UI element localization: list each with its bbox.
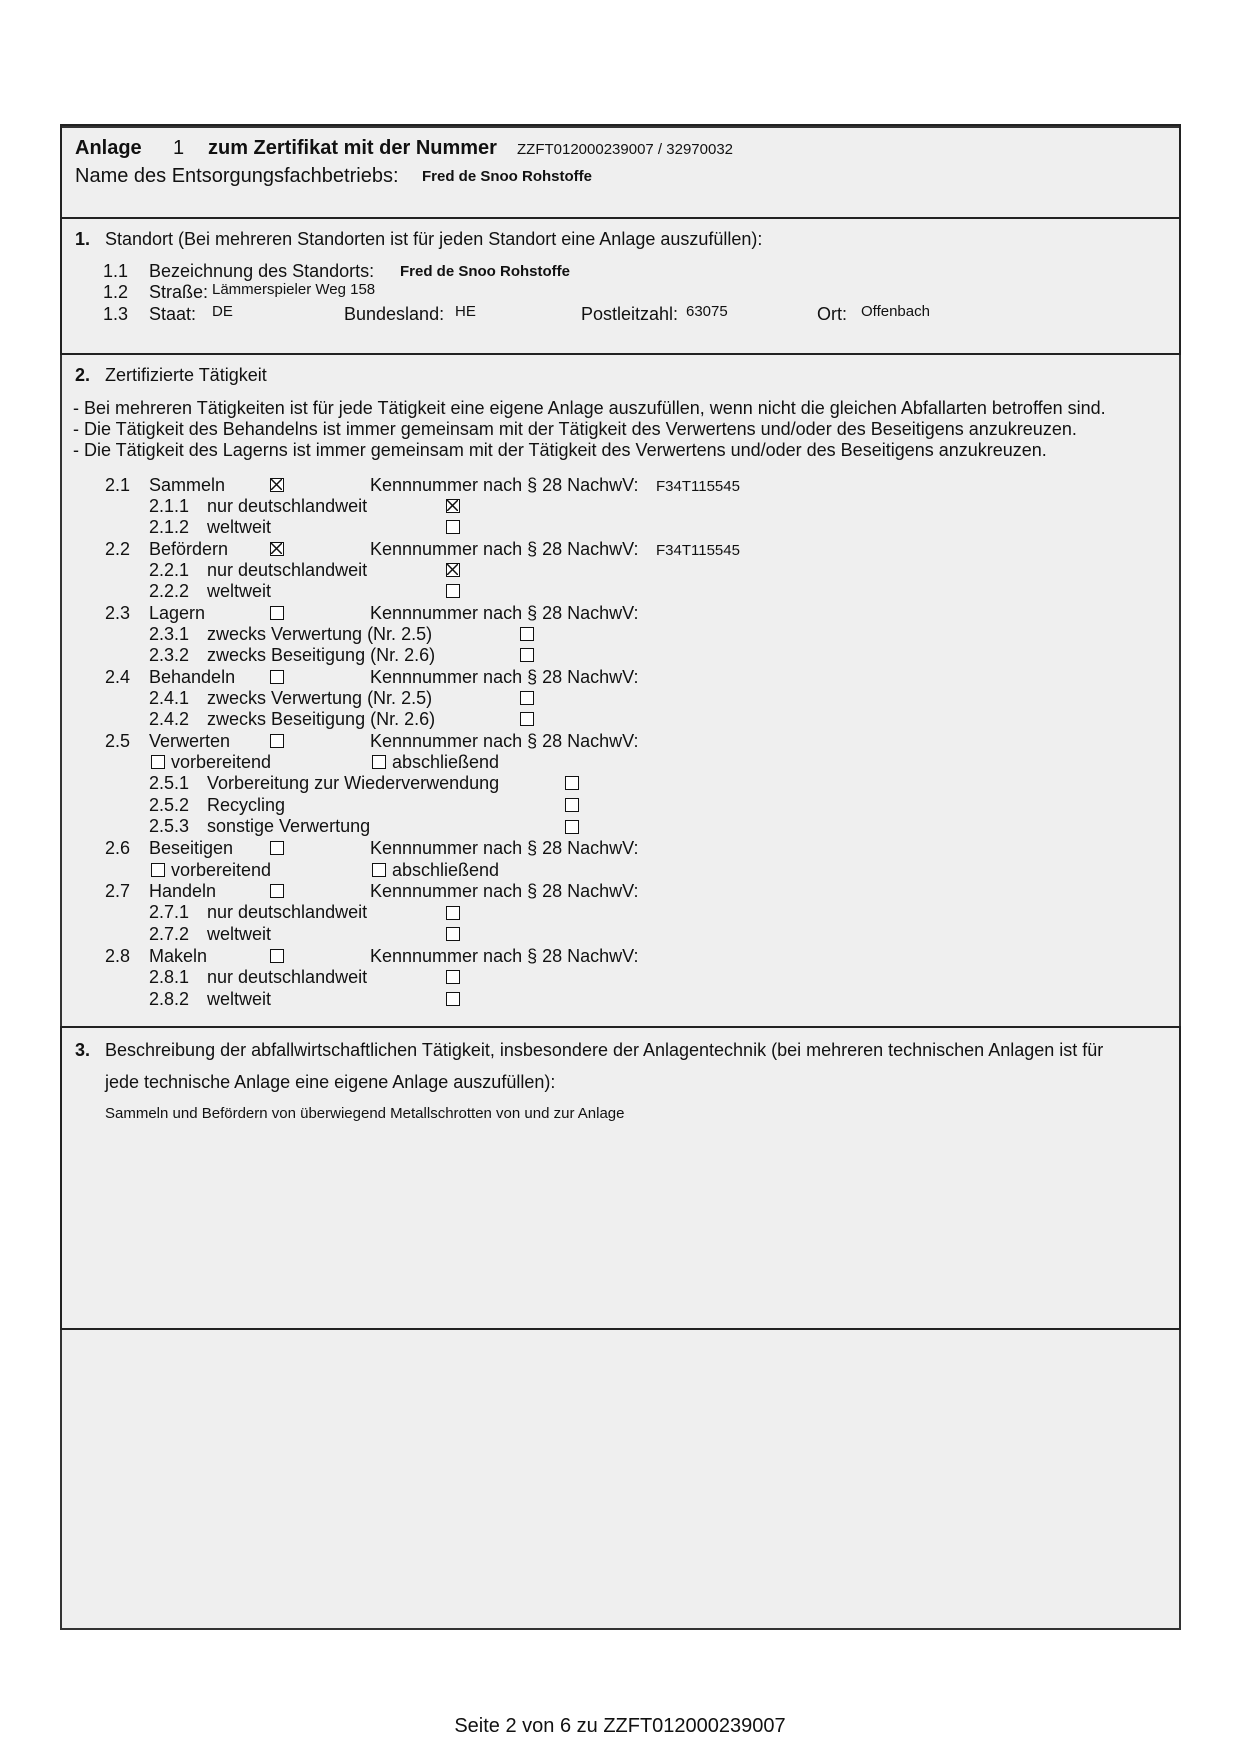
kennnummer-label: Kennnummer nach § 28 NachwV:	[370, 667, 639, 687]
section3-title: Beschreibung der abfallwirtschaftlichen Tätigkeit, insbesondere der Anlagentechnik (bei mehreren technischen Anlagen ist für	[105, 1040, 1104, 1060]
verwerten-checkbox[interactable]	[270, 734, 284, 748]
sammeln-deutschland-label: nur deutschlandweit	[207, 496, 368, 516]
behandeln-beseitigung-label: zwecks Beseitigung (Nr. 2.6)	[207, 709, 436, 729]
item-number: 2.5.2	[149, 795, 190, 815]
item-number: 2.4.2	[149, 709, 190, 729]
item-number: 2.3	[105, 603, 131, 623]
page-footer: Seite 2 von 6 zu ZZFT012000239007	[454, 1715, 786, 1737]
section2-note: - Die Tätigkeit des Lagerns ist immer gemeinsam mit der Tätigkeit des Verwertens und/oder des Beseitigens anzukreuzen.	[73, 440, 1047, 460]
plz-value: 63075	[686, 303, 728, 320]
verwerten-vorbereitend-checkbox[interactable]	[151, 755, 165, 769]
item-number: 2.7.2	[149, 924, 190, 944]
verwerten-label: Verwerten	[149, 731, 231, 751]
item-number: 2.1.2	[149, 517, 190, 537]
sammeln-weltweit-checkbox[interactable]	[446, 520, 460, 534]
befoerdern-label: Befördern	[149, 539, 229, 559]
beseitigen-abschliessend-label: abschließend	[392, 860, 500, 880]
bundesland-label: Bundesland:	[344, 304, 445, 324]
item-number: 2.4.1	[149, 688, 190, 708]
item-number: 2.7	[105, 881, 131, 901]
bundesland-value: HE	[455, 303, 476, 320]
item-number: 2.5	[105, 731, 131, 751]
befoerdern-weltweit-label: weltweit	[207, 581, 272, 601]
verwerten-abschliessend-label: abschließend	[392, 752, 500, 772]
lagern-verwertung-label: zwecks Verwertung (Nr. 2.5)	[207, 624, 433, 644]
section2-note: - Die Tätigkeit des Behandelns ist immer gemeinsam mit der Tätigkeit des Verwertens und/oder des Beseitigens anzukreuzen.	[73, 419, 1077, 439]
staat-value: DE	[212, 303, 233, 320]
befoerdern-deutschland-label: nur deutschlandweit	[207, 560, 368, 580]
handeln-checkbox[interactable]	[270, 884, 284, 898]
handeln-label: Handeln	[149, 881, 217, 901]
anlage-label: Anlage	[75, 137, 142, 159]
makeln-label: Makeln	[149, 946, 208, 966]
sammeln-checkbox[interactable]	[270, 478, 284, 492]
item-number: 2.5.1	[149, 773, 190, 793]
beseitigen-vorbereitend-checkbox[interactable]	[151, 863, 165, 877]
kennnummer-value: F34T115545	[656, 478, 740, 495]
handeln-deutschland-label: nur deutschlandweit	[207, 902, 368, 922]
item-number: 2.2.2	[149, 581, 190, 601]
item-number: 2.3.2	[149, 645, 190, 665]
section3-number: 3.	[75, 1040, 91, 1060]
recycling-label: Recycling	[207, 795, 286, 815]
item-number: 2.1	[105, 475, 131, 495]
behandeln-checkbox[interactable]	[270, 670, 284, 684]
kennnummer-value: F34T115545	[656, 542, 740, 559]
strasse-label: Straße:	[149, 282, 209, 302]
kennnummer-label: Kennnummer nach § 28 NachwV:	[370, 731, 639, 751]
beseitigen-checkbox[interactable]	[270, 841, 284, 855]
anlage-number: 1	[173, 137, 185, 159]
sammeln-deutschland-checkbox[interactable]	[446, 499, 460, 513]
name-value: Fred de Snoo Rohstoffe	[422, 168, 592, 185]
item-number: 2.5.3	[149, 816, 190, 836]
section2-title: Zertifizierte Tätigkeit	[105, 365, 267, 385]
sonstige-verwertung-checkbox[interactable]	[565, 820, 579, 834]
row-number: 1.1	[103, 261, 129, 281]
plz-label: Postleitzahl:	[581, 304, 679, 324]
makeln-weltweit-label: weltweit	[207, 989, 272, 1009]
lagern-checkbox[interactable]	[270, 606, 284, 620]
verwerten-vorbereitend-label: vorbereitend	[171, 752, 272, 772]
wiederverwendung-label: Vorbereitung zur Wiederverwendung	[207, 773, 500, 793]
zertifikat-label: zum Zertifikat mit der Nummer	[208, 137, 497, 159]
section3-description: Sammeln und Befördern von überwiegend Metallschrotten von und zur Anlage	[105, 1105, 625, 1122]
item-number: 2.1.1	[149, 496, 190, 516]
sammeln-weltweit-label: weltweit	[207, 517, 272, 537]
item-number: 2.6	[105, 838, 131, 858]
behandeln-beseitigung-checkbox[interactable]	[520, 712, 534, 726]
section3-title: jede technische Anlage eine eigene Anlage auszufüllen):	[105, 1072, 556, 1092]
item-number: 2.8.2	[149, 989, 190, 1009]
kennnummer-label: Kennnummer nach § 28 NachwV:	[370, 881, 639, 901]
section2-note: - Bei mehreren Tätigkeiten ist für jede Tätigkeit eine eigene Anlage auszufüllen, wenn nicht die gleichen Abfallarten betroffen sind.	[73, 398, 1106, 418]
handeln-weltweit-checkbox[interactable]	[446, 927, 460, 941]
handeln-weltweit-label: weltweit	[207, 924, 272, 944]
row-number: 1.3	[103, 304, 129, 324]
section2-number: 2.	[75, 365, 91, 385]
beseitigen-vorbereitend-label: vorbereitend	[171, 860, 272, 880]
item-number: 2.8.1	[149, 967, 190, 987]
item-number: 2.3.1	[149, 624, 190, 644]
zertifikat-number: ZZFT012000239007 / 32970032	[517, 141, 733, 158]
behandeln-label: Behandeln	[149, 667, 236, 687]
standort-value: Fred de Snoo Rohstoffe	[400, 263, 570, 280]
sonstige-verwertung-label: sonstige Verwertung	[207, 816, 371, 836]
ort-value: Offenbach	[861, 303, 930, 320]
section1-title: Standort (Bei mehreren Standorten ist für jeden Standort eine Anlage auszufüllen):	[105, 229, 763, 249]
ort-label: Ort:	[817, 304, 847, 324]
strasse-value: Lämmerspieler Weg 158	[212, 281, 376, 298]
standort-label: Bezeichnung des Standorts:	[149, 261, 375, 281]
staat-label: Staat:	[149, 304, 197, 324]
section1-number: 1.	[75, 229, 91, 249]
wiederverwendung-checkbox[interactable]	[565, 776, 579, 790]
item-number: 2.4	[105, 667, 131, 687]
item-number: 2.8	[105, 946, 131, 966]
kennnummer-label: Kennnummer nach § 28 NachwV:	[370, 603, 639, 623]
befoerdern-weltweit-checkbox[interactable]	[446, 584, 460, 598]
verwerten-abschliessend-checkbox[interactable]	[372, 755, 386, 769]
befoerdern-deutschland-checkbox[interactable]	[446, 563, 460, 577]
lagern-beseitigung-checkbox[interactable]	[520, 648, 534, 662]
makeln-deutschland-checkbox[interactable]	[446, 970, 460, 984]
sammeln-label: Sammeln	[149, 475, 226, 495]
recycling-checkbox[interactable]	[565, 798, 579, 812]
behandeln-verwertung-checkbox[interactable]	[520, 691, 534, 705]
befoerdern-checkbox[interactable]	[270, 542, 284, 556]
item-number: 2.2	[105, 539, 131, 559]
item-number: 2.2.1	[149, 560, 190, 580]
makeln-deutschland-label: nur deutschlandweit	[207, 967, 368, 987]
item-number: 2.7.1	[149, 902, 190, 922]
kennnummer-label: Kennnummer nach § 28 NachwV:	[370, 539, 639, 559]
kennnummer-label: Kennnummer nach § 28 NachwV:	[370, 475, 639, 495]
lagern-label: Lagern	[149, 603, 206, 623]
kennnummer-label: Kennnummer nach § 28 NachwV:	[370, 946, 639, 966]
makeln-checkbox[interactable]	[270, 949, 284, 963]
kennnummer-label: Kennnummer nach § 28 NachwV:	[370, 838, 639, 858]
makeln-weltweit-checkbox[interactable]	[446, 992, 460, 1006]
lagern-verwertung-checkbox[interactable]	[520, 627, 534, 641]
handeln-deutschland-checkbox[interactable]	[446, 906, 460, 920]
beseitigen-abschliessend-checkbox[interactable]	[372, 863, 386, 877]
beseitigen-label: Beseitigen	[149, 838, 234, 858]
name-label: Name des Entsorgungsfachbetriebs:	[75, 165, 399, 187]
row-number: 1.2	[103, 282, 129, 302]
lagern-beseitigung-label: zwecks Beseitigung (Nr. 2.6)	[207, 645, 436, 665]
behandeln-verwertung-label: zwecks Verwertung (Nr. 2.5)	[207, 688, 433, 708]
